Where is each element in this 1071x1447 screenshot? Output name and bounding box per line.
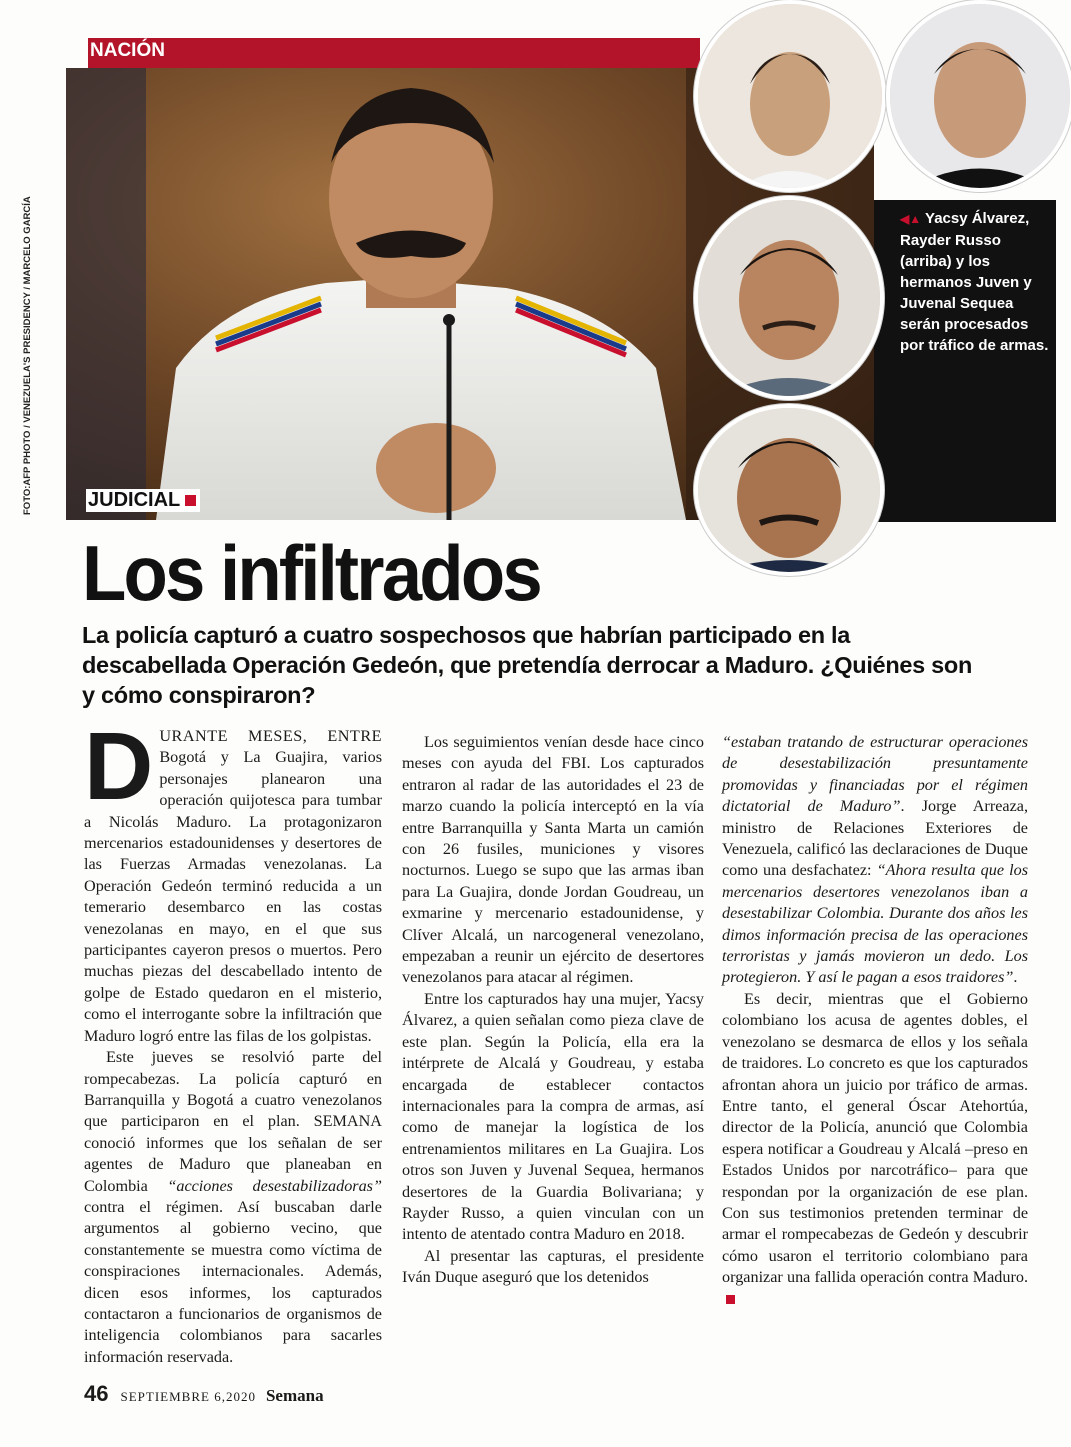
paragraph-text: .: [1013, 968, 1018, 987]
paragraph-text: Los seguimientos venían desde hace cinco meses con ayuda del FBI. Los capturados entraron al radar de las autoridades el 23 de marzo cuando la policía interceptó en la vía entre Barranquilla y Santa Marta un camión con 26 fusiles, municiones y visores nocturnos. Luego se supo que las armas iban para La Guajira, donde Jordan Goudreau, un exmarine y mercenario estadounidense, y Clíver Alcalá, un narcogeneral venezolano, empezaban a reunir un ejército de desertores venezolanos para atacar al régimen.: [402, 733, 704, 987]
portrait-juvenal-sequea: [694, 404, 884, 576]
article-column-3: [722, 732, 1028, 1310]
headline: Los infiltrados: [82, 529, 540, 617]
article-paragraph: [402, 989, 704, 1246]
page-number: 46: [84, 1381, 109, 1406]
magazine-name: Semana: [265, 1386, 324, 1405]
subhead: La policía capturó a cuatro sospechosos que habrían participado en la descabellada Operación Gedeón, que pretendía derrocar a Maduro. ¿Quiénes son y cómo conspiraron?: [82, 622, 973, 708]
caption-arrows-icon: ◀▲: [900, 212, 922, 226]
portrait-rayder-russo: [886, 0, 1071, 192]
paragraph-text: Este jueves se resolvió parte del rompecabezas. La policía capturó en Barranquilla y Bogotá a cuatro venezolanos que participaron en el plan. SEMANA conoció informes que los señalan de ser agentes de Maduro que planeaban en Colombia: [84, 1048, 382, 1195]
portrait-yacsy-alvarez: [694, 0, 886, 192]
article-column-2: [402, 732, 704, 1289]
article-paragraph: [84, 1047, 382, 1368]
end-mark-icon: [726, 1295, 735, 1304]
section-tag: [86, 489, 200, 512]
lead-caps: URANTE MESES, ENTRE: [159, 727, 382, 745]
portrait-juven-sequea: [694, 196, 884, 400]
article-paragraph: [722, 732, 1028, 989]
article-column-1: [84, 713, 382, 1368]
page-footer: [84, 1381, 324, 1407]
paragraph-text: Entre los capturados hay una mujer, Yacsy Álvarez, a quien señalan como pieza clave de este plan. Según la Policía, ella era la intérprete de Alcalá y Goudreau, y estaba encargada de establecer contactos internacionales para la compra de armas, así como de manejar la logística de los entrenamientos militares en La Guajira. Los otros son Juven y Juvenal Sequea, hermanos desertores de la Guardia Bolivariana; y Rayder Russo, a quien vinculan con un intento de atentado contra Maduro en 2018.: [402, 989, 704, 1244]
quote-text: “estaban tratando de estructurar operaciones de desestabilización presuntamente promovidas y financiadas por el régimen dictatorial de Maduro”: [722, 733, 1028, 816]
paragraph-text: Al presentar las capturas, el presidente Iván Duque aseguró que los detenidos: [402, 1246, 704, 1287]
photo-credit: FOTO:AFP PHOTO / VENEZUELA'S PRESIDENCY / MARCELO GARCÍA: [22, 196, 33, 515]
article-paragraph: [402, 732, 704, 989]
tag-square-icon: [185, 495, 196, 506]
paragraph-text: Es decir, mientras que el Gobierno colombiano los acusa de agentes dobles, el venezolano se desmarca de ellos y los señala de traidores. Lo concreto es que los capturados afrontan ahora un juicio por tráfico de armas. Entre tanto, el general Óscar Atehortúa, director de la Policía, anunció que Colombia espera notificar a Goudreau y Alcalá –preso en Estados Unidos por narcotráfico– para que respondan por la organización de ese plan. Con sus testimonios pretenden terminar de armar el rompecabezas de Gedeón y descubrir cómo usaron el territorio colombiano para organizar una fallida operación contra Maduro.: [722, 989, 1028, 1287]
quote-text: “acciones desestabilizadoras”: [167, 1176, 382, 1195]
photo-credit-wrap: [22, 196, 36, 755]
photo-caption: [900, 208, 1050, 356]
paragraph-text: contra el régimen. Así buscaban darle argumentos al gobierno vecino, que constantemente se muestra como víctima de conspiraciones internacionales. Además, dicen esos informes, los capturados contactaron a funcionarios de organismos de inteligencia colombianos para sacarles información reservada.: [84, 1197, 382, 1366]
article-paragraph: [402, 1246, 704, 1289]
dropcap: D: [84, 713, 152, 820]
section-bar: [88, 38, 700, 68]
article-paragraph: [84, 713, 382, 1047]
caption-text: Yacsy Álvarez, Rayder Russo (arriba) y los hermanos Juven y Juvenal Sequea serán procesados por tráfico de armas.: [900, 210, 1049, 354]
article-paragraph: [722, 989, 1028, 1310]
paragraph-text: . Jorge Arreaza, ministro de Relaciones Exteriores de Venezuela, calificó las declaraciones de Duque como una desfachatez:: [722, 797, 1028, 880]
issue-date: SEPTIEMBRE 6,2020: [120, 1389, 256, 1404]
paragraph-text: Bogotá y La Guajira, varios personajes planearon una operación quijotesca para tumbar a Nicolás Maduro. La protagonizaron mercenarios estadounidenses y desertores de las Fuerzas Armadas venezolanas. La Operación Gedeón terminó reducida a un temerario desembarco en las costas venezolanas en mayo, en el que sus participantes cayeron presos o muertos. Pero muchas piezas del descabellado intento de golpe de Estado quedaron en el misterio, como el interrogante sobre la infiltración que Maduro logró entre las filas de los golpistas.: [84, 748, 382, 1045]
section-label: NACIÓN: [90, 40, 165, 61]
section-tag-label: JUDICIAL: [88, 489, 181, 511]
quote-text: “Ahora resulta que los mercenarios desertores venezolanos iban a desestabilizar Colombia. Durante dos años les dimos información precisa de las operaciones terroristas y jamás movieron un dedo. Los protegieron. Y así le pagan a esos traidores”: [722, 861, 1028, 987]
